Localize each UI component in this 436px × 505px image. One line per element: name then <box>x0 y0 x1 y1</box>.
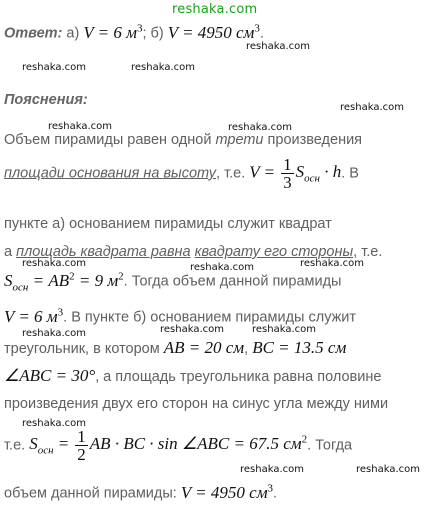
watermark: reshaka.com <box>190 262 254 273</box>
watermark: reshaka.com <box>246 41 310 52</box>
watermark: reshaka.com <box>228 122 292 133</box>
text-line-9: произведения двух его сторон на синус угла между ними <box>4 396 389 412</box>
watermark: reshaka.com <box>22 418 86 429</box>
text-line-5: $S_{осн} = AB^2 = 9$ $м^2$. Тогда объем данной пирамиды <box>4 270 342 294</box>
watermark: reshaka.com <box>22 62 86 73</box>
watermark: reshaka.com <box>131 62 195 73</box>
watermark: reshaka.com <box>356 464 420 475</box>
text-line-7: треугольник, в котором AB = 20 см, BC = 13.5 см <box>4 338 347 357</box>
watermark: reshaka.com <box>240 464 304 475</box>
text-line-1: Объем пирамиды равен одной трети произведения <box>4 132 363 148</box>
watermark: reshaka.com <box>252 324 316 335</box>
text-line-11: объем данной пирамиды: V = 4950 $см^3$. <box>4 482 278 502</box>
text-line-4: а площадь квадрата равна квадрату его стороны, т.е. <box>4 244 383 260</box>
watermark: reshaka.com <box>22 328 86 339</box>
text-line-3: пункте а) основанием пирамиды служит квадрат <box>4 216 332 232</box>
answer-label: Ответ: <box>4 25 63 42</box>
watermark: reshaka.com <box>48 121 112 132</box>
watermark: reshaka.com <box>160 324 224 335</box>
answer-b-formula: V = 4950 $см^3$ <box>167 22 260 42</box>
answer-line: Ответ: а) V = 6 $м^3$; б) V = 4950 $см^3$. <box>4 22 264 42</box>
watermark: reshaka.com <box>340 102 404 113</box>
answer-a-formula: V = 6 $м^3$ <box>83 22 143 42</box>
text-line-8: ∠ABC = 30°, а площадь треугольника равна половине <box>4 366 382 385</box>
text-line-10: т.е. $S_{осн}$ = $\frac{1}{2}$ AB · BC · sin ∠ABC = 67.5 $см^2$. Тогда <box>4 427 353 464</box>
watermark: reshaka.com <box>22 258 86 269</box>
text-line-2: площади основания на высоту, т.е. V = $\frac{1}{3}$ $S_{осн} \cdot h$. В <box>4 155 359 192</box>
fraction-one-third: $\frac{1}{3}$ <box>283 155 292 192</box>
watermark: reshaka.com <box>300 258 364 269</box>
text-line-6: V = 6 $м^3$. В пункте б) основанием пирамиды служит <box>4 306 357 326</box>
site-watermark: reshaka.com <box>172 2 258 17</box>
explanation-label: Пояснения: <box>4 92 88 108</box>
fraction-one-half: $\frac{1}{2}$ <box>77 427 86 464</box>
